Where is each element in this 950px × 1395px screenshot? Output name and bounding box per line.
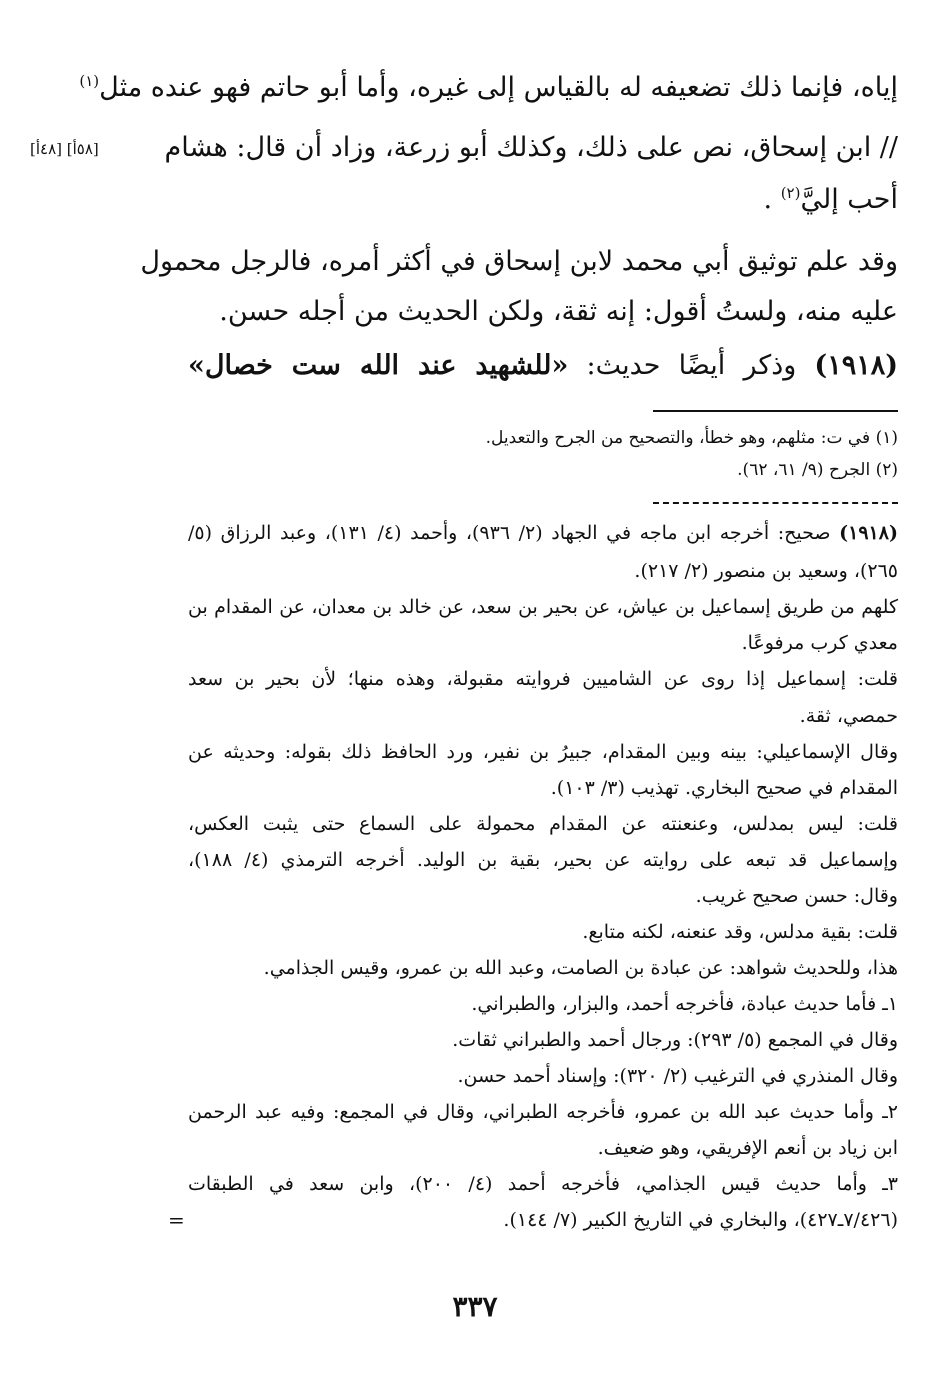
note-line-10: وإسماعيل قد تبعه على روايته عن بحير، بقية بن الوليد. أخرجه الترمذي (٤/ ١٨٨)،	[188, 849, 898, 871]
note-line-8: المقدام في صحيح البخاري. تهذيب (٣/ ١٠٣).	[550, 777, 898, 799]
main-text-line-5: عليه منه، ولستُ أقول: إنه ثقة، ولكن الحديث من أجله حسن.	[219, 296, 898, 327]
note-line-6: حمصي، ثقة.	[799, 705, 898, 727]
note-line-5: قلت: إسماعيل إذا روى عن الشاميين فروايته مقبولة، وهذه منها؛ لأن بحير بن سعد	[188, 668, 898, 690]
note-line-17: ٢ـ وأما حديث عبد الله بن عمرو، فأخرجه الطبراني، وقال في المجمع: وفيه عبد الرحمن	[188, 1101, 898, 1123]
note-line-1-rest: صحيح: أخرجه ابن ماجه في الجهاد (٢/ ٩٣٦)، وأحمد (٤/ ١٣١)، وعبد الرزاق (٥/	[188, 522, 840, 544]
continuation-mark: =	[168, 1208, 185, 1232]
notes-separator	[653, 502, 898, 504]
main-text-line-4: وقد علم توثيق أبي محمد لابن إسحاق في أكثر أمره، فالرجل محمول	[140, 246, 898, 277]
note-line-19: ٣ـ وأما حديث قيس الجذامي، فأخرجه أحمد (٤/ ٢٠٠)، وابن سعد في الطبقات	[188, 1173, 899, 1195]
note-line-18: ابن زياد بن أنعم الإفريقي، وهو ضعيف.	[597, 1137, 898, 1159]
note-line-12: قلت: بقية مدلس، وقد عنعنه، لكنه متابع.	[582, 921, 898, 943]
note-line-11: وقال: حسن صحيح غريب.	[695, 885, 898, 907]
main-text-line-3-end: .	[763, 184, 781, 215]
note-line-15: وقال في المجمع (٥/ ٢٩٣): ورجال أحمد والطبراني ثقات.	[452, 1029, 898, 1051]
main-text-line-1	[79, 72, 898, 103]
main-text-line-3-text: أحب إليَّ	[800, 184, 898, 215]
manuscript-folio-note: [٥٨أ] [٤٨أ]	[30, 140, 99, 158]
note-line-9: قلت: ليس بمدلس، وعنعنته عن المقدام محمولة على السماع حتى يثبت العكس،	[188, 813, 898, 835]
hadith-title: «للشهيد عند الله ست خصال»	[188, 350, 569, 381]
note-line-16: وقال المنذري في الترغيب (٢/ ٣٢٠): وإسناد أحمد حسن.	[457, 1065, 898, 1087]
note-line-14: ١ـ فأما حديث عبادة، فأخرجه أحمد، والبزار، والطبراني.	[471, 993, 898, 1015]
note-line-7: وقال الإسماعيلي: بينه وبين المقدام، جبيرُ بن نفير، ورد الحافظ ذلك بقوله: وحديثه عن	[188, 741, 898, 763]
note-line-20: (٧/٤٢٦ـ٤٢٧)، والبخاري في التاريخ الكبير (٧/ ١٤٤).	[503, 1209, 898, 1231]
note-hadith-number: (١٩١٨)	[839, 522, 898, 544]
main-text-line-6	[188, 350, 898, 381]
main-text-line-3	[764, 184, 898, 215]
footnote-ref-1: (١)	[79, 72, 100, 90]
note-line-13: هذا، وللحديث شواهد: عن عبادة بن الصامت، وعبد الله بن عمرو، وقيس الجذامي.	[263, 957, 898, 979]
footnote-separator	[653, 410, 898, 412]
note-line-3: كلهم من طريق إسماعيل بن عياش، عن بحير بن سعد، عن خالد بن معدان، عن المقدام بن	[188, 596, 898, 618]
main-text-line-1-text: إياه، فإنما ذلك تضعيفه له بالقياس إلى غيره، وأما أبو حاتم فهو عنده مثل	[99, 72, 898, 103]
hadith-number: (١٩١٨)	[814, 350, 898, 381]
note-line-1	[188, 522, 898, 544]
footnote-1: (١) في ت: مثلهم، وهو خطأ، والتصحيح من الجرح والتعديل.	[485, 428, 898, 448]
main-text-line-6-mid: وذكر أيضًا حديث:	[568, 350, 815, 381]
footnote-2: (٢) الجرح (٩/ ٦١، ٦٢).	[737, 460, 898, 480]
note-line-4: معدي كرب مرفوعًا.	[741, 632, 898, 654]
note-line-2: ٢٦٥)، وسعيد بن منصور (٢/ ٢١٧).	[634, 560, 898, 582]
main-text-line-2: // ابن إسحاق، نص على ذلك، وكذلك أبو زرعة، وزاد أن قال: هشام	[164, 132, 898, 163]
footnote-ref-2: (٢)	[780, 184, 801, 202]
page-number: ٣٣٧	[452, 1290, 498, 1323]
